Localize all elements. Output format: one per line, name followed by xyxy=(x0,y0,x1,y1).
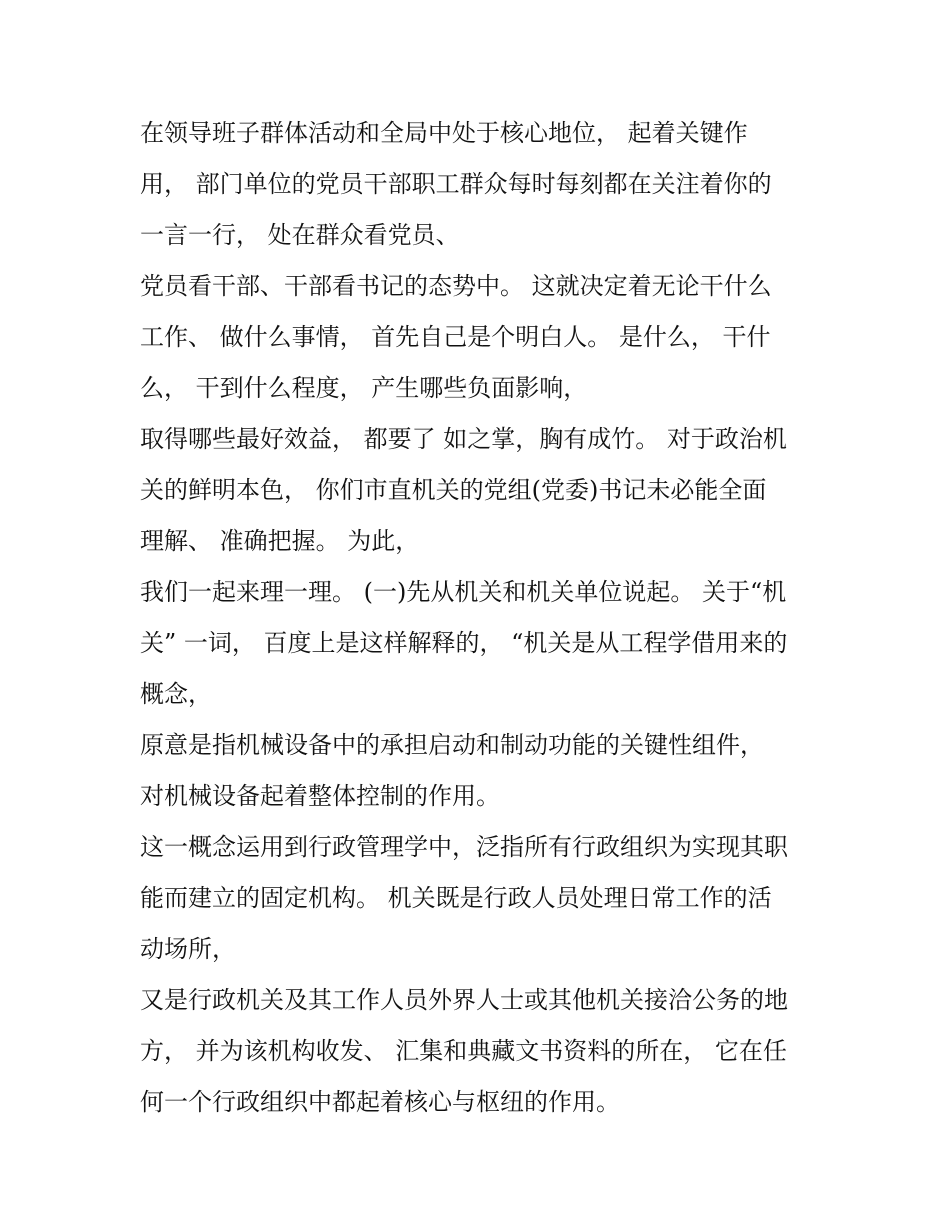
text-line: 用， 部门单位的党员干部职工群众每时每刻都在关注着你的 xyxy=(140,170,772,198)
text-line: 又是行政机关及其工作人员外界人士或其他机关接洽公务的地 xyxy=(140,986,788,1014)
text-line: 关” 一词， 百度上是这样解释的， “机关是从工程学借用来的 xyxy=(140,629,788,657)
text-line: 能而建立的固定机构。 机关既是行政人员处理日常工作的活 xyxy=(140,884,772,912)
text-line: 关的鲜明本色， 你们市直机关的党组(党委)书记未必能全面 xyxy=(140,476,767,504)
text-line: 么， 干到什么程度， 产生哪些负面影响， xyxy=(140,374,588,402)
text-line: 我们一起来理一理。 (一)先从机关和机关单位说起。 关于“机 xyxy=(140,578,787,606)
text-line: 工作、 做什么事情， 首先自己是个明白人。 是什么， 干什 xyxy=(140,323,771,351)
text-line: 这一概念运用到行政管理学中，泛指所有行政组织为实现其职 xyxy=(140,833,788,861)
text-line: 方， 并为该机构收发、 汇集和典藏文书资料的所在， 它在任 xyxy=(140,1037,787,1065)
text-line: 在领导班子群体活动和全局中处于核心地位， 起着关键作 xyxy=(140,119,748,147)
text-line: 党员看干部、干部看书记的态势中。 这就决定着无论干什么 xyxy=(140,272,772,300)
text-line: 对机械设备起着整体控制的作用。 xyxy=(140,782,500,810)
text-line: 取得哪些最好效益， 都要了 如之掌，胸有成竹。 对于政治机 xyxy=(140,425,787,453)
text-line: 理解、 准确把握。 为此， xyxy=(140,527,420,555)
text-line: 原意是指机械设备中的承担启动和制动功能的关键性组件， xyxy=(140,731,764,759)
body-text xyxy=(140,108,830,1128)
text-line: 一言一行， 处在群众看党员、 xyxy=(140,221,460,249)
text-line: 动场所， xyxy=(140,935,236,963)
text-line: 何一个行政组织中都起着核心与枢纽的作用。 xyxy=(140,1088,620,1116)
text-line: 概念， xyxy=(140,680,212,708)
